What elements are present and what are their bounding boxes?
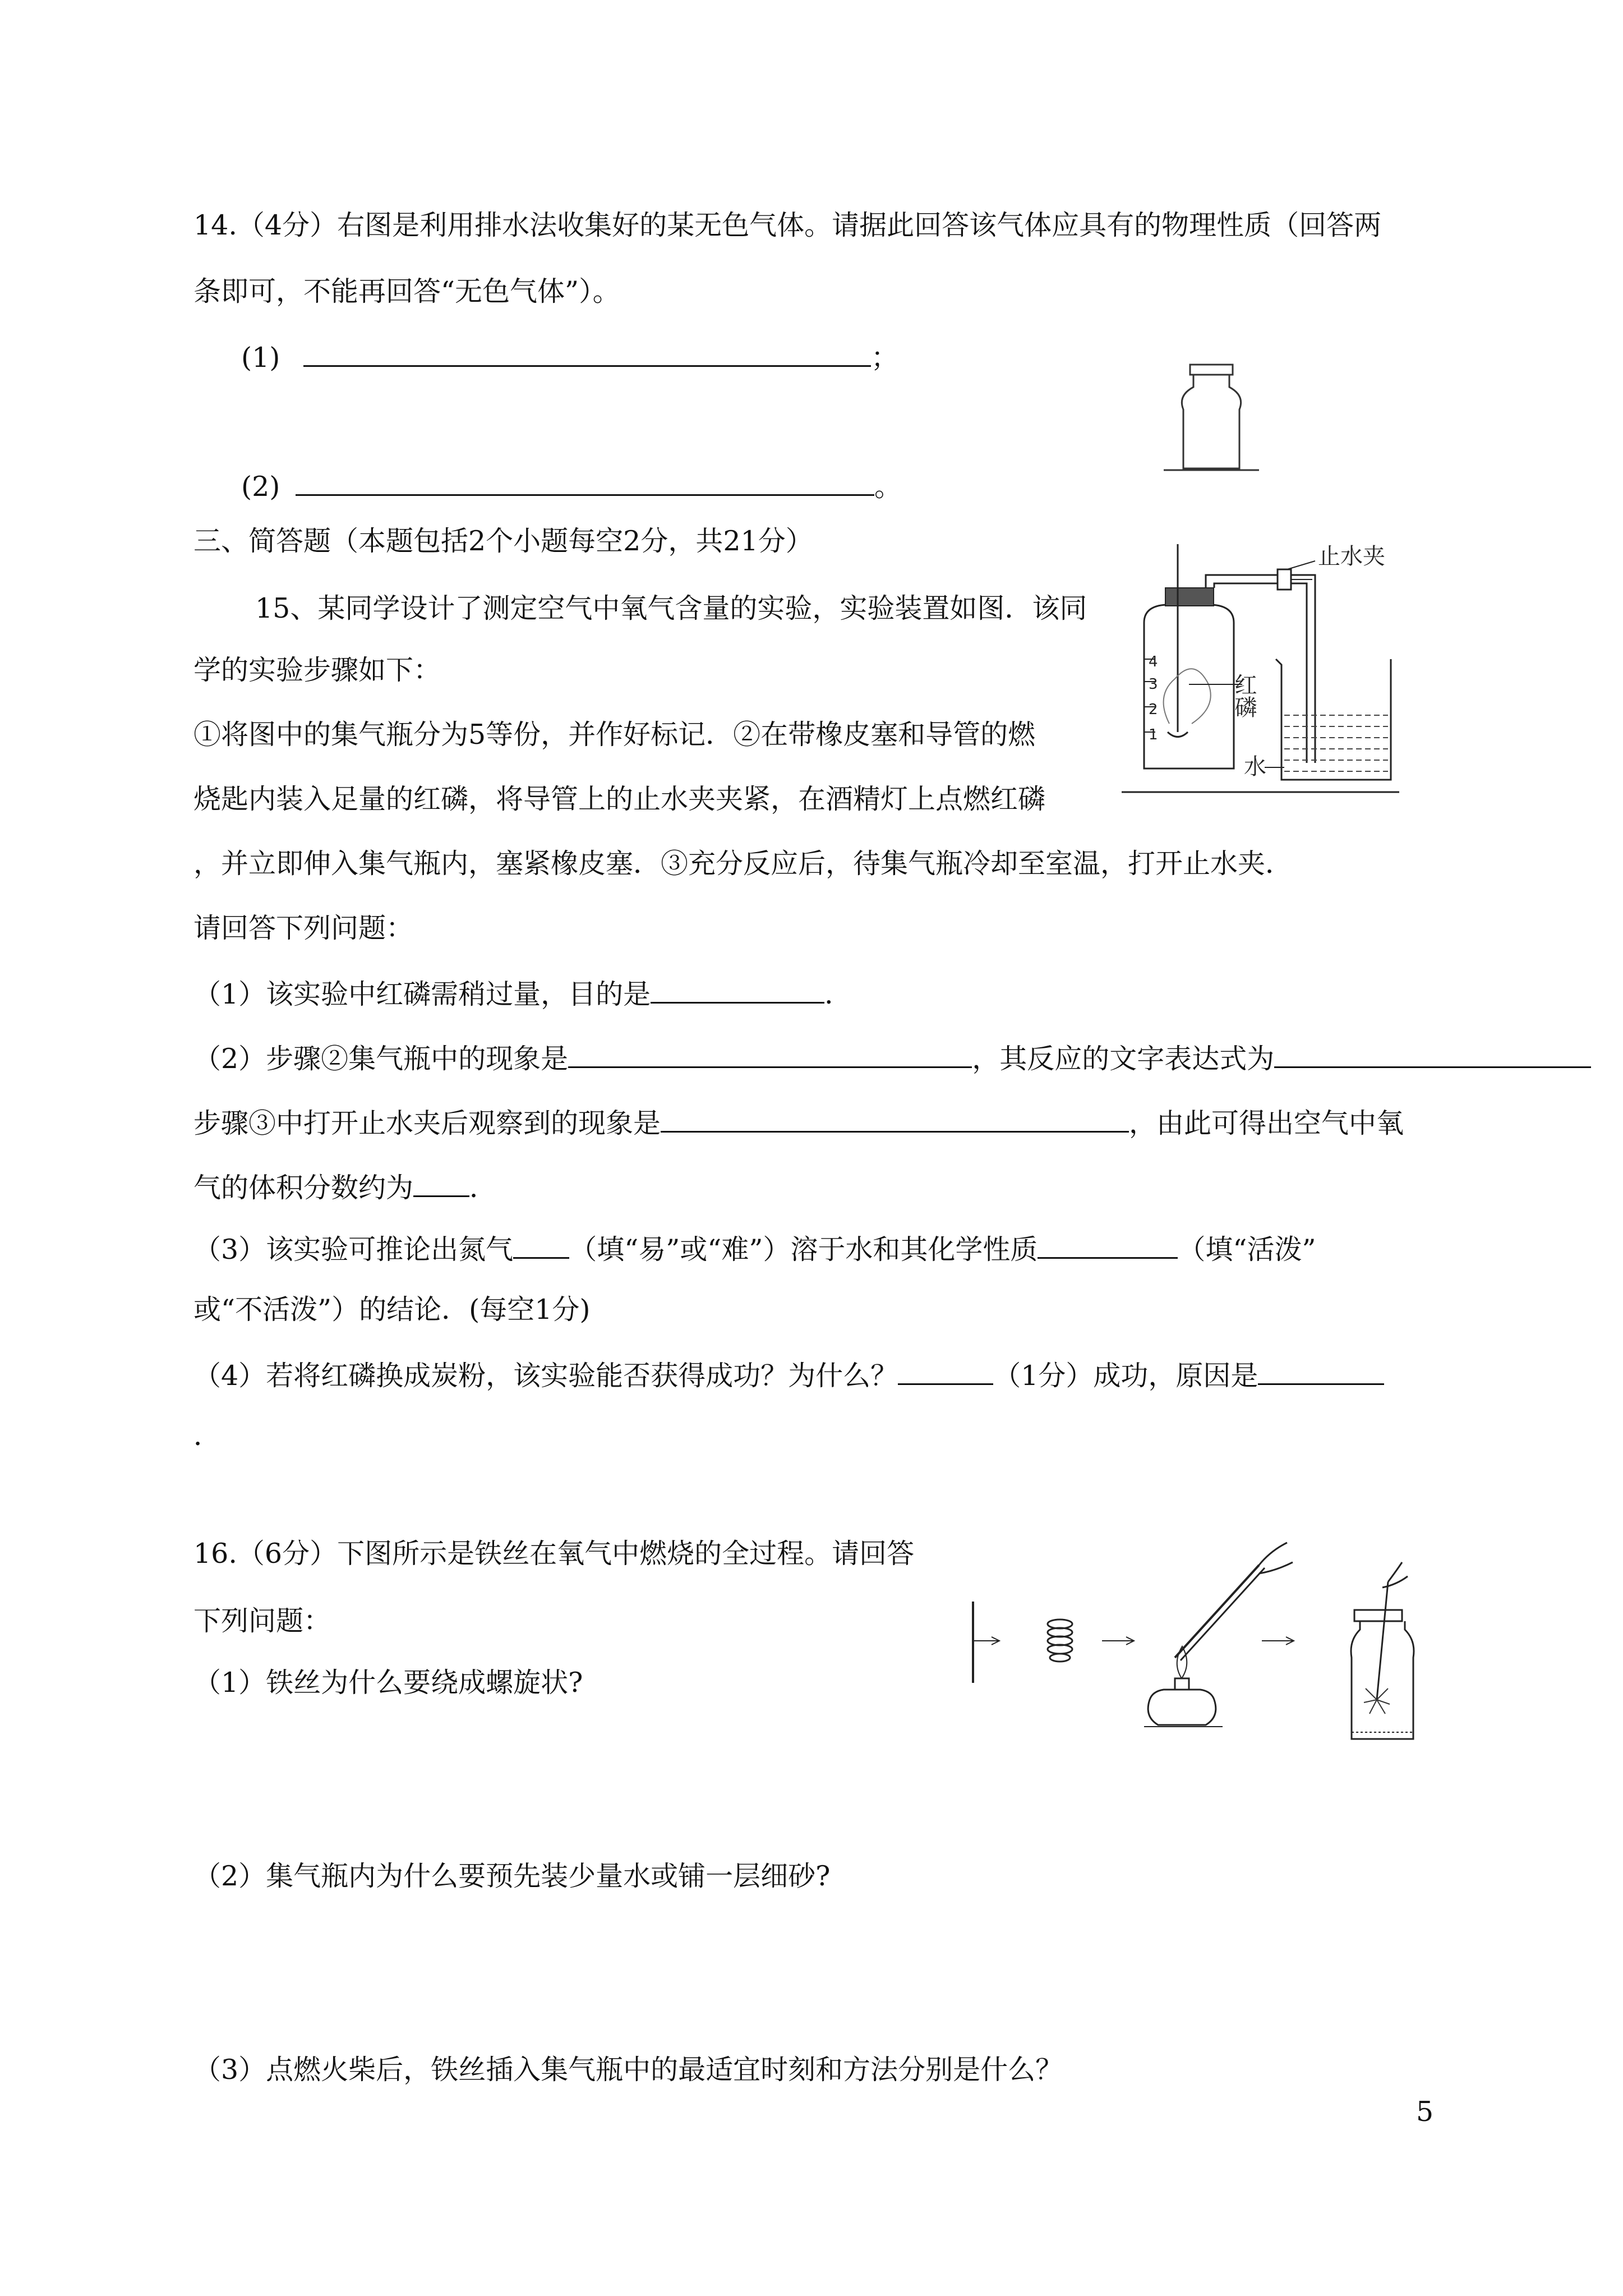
- q15-line-1: 15、某同学设计了测定空气中氧气含量的实验，实验装置如图．该同: [255, 592, 1087, 624]
- q14-line-1: 14.（4分）右图是利用排水法收集好的某无色气体。请据此回答该气体应具有的物理性质（回答两: [193, 209, 1382, 241]
- water-label: 水: [1244, 754, 1266, 780]
- q15-answer-4b-blank[interactable]: [1258, 1358, 1384, 1385]
- q15-part-1: [193, 976, 852, 1011]
- q14-item-2-end: 。: [874, 471, 902, 503]
- oxygen-content-apparatus-figure: [1122, 539, 1402, 802]
- q15-line-4: 烧匙内装入足量的红磷，将导管上的止水夹夹紧，在酒精灯上点燃红磷: [193, 783, 1046, 815]
- q14-item-2-label: (2): [241, 471, 280, 503]
- q15-part-2-text-a: （2）步骤②集气瓶中的现象是: [193, 1043, 569, 1075]
- q15-part-2-text-c: 步骤③中打开止水夹后观察到的现象是: [193, 1107, 661, 1139]
- q14-item-2: [241, 468, 902, 504]
- q15-part-3-cont: 或“不活泼”）的结论．(每空1分): [193, 1294, 591, 1326]
- q14-item-1-label: (1): [241, 342, 280, 374]
- q15-answer-2d-blank[interactable]: [413, 1170, 469, 1197]
- q15-part-3: [193, 1231, 1316, 1267]
- q14-answer-1-blank[interactable]: [303, 339, 871, 367]
- coil-icon: [1048, 1619, 1072, 1662]
- iron-wire-combustion-figure: [965, 1531, 1469, 1756]
- q15-part-2-cont2: [193, 1170, 497, 1205]
- q15-part-3-text-a: （3）该实验可推论出氮气: [193, 1234, 514, 1266]
- q15-answer-1-blank[interactable]: [651, 976, 824, 1004]
- q15-answer-4a-blank[interactable]: [898, 1358, 993, 1385]
- phosphorus-label: 红磷: [1231, 673, 1257, 718]
- q16-line-1: 16.（6分）下图所示是铁丝在氧气中燃烧的全过程。请回答: [193, 1538, 915, 1570]
- q15-part-3-text-b: （填“易”或“难”）溶于水和其化学性质: [569, 1234, 1038, 1266]
- clamp-label: 止水夹: [1318, 544, 1385, 569]
- q15-part-1-end: ．: [824, 978, 852, 1010]
- q15-answer-3b-blank[interactable]: [1038, 1231, 1178, 1259]
- q15-part-2-cont: [193, 1105, 1404, 1140]
- q15-part-4: [193, 1358, 1384, 1393]
- q14-line-2: 条即可，不能再回答“无色气体”）。: [193, 275, 620, 307]
- q15-line-5: ，并立即伸入集气瓶内，塞紧橡皮塞．③充分反应后，待集气瓶冷却至室温，打开止水夹．: [193, 848, 1293, 880]
- q15-part-2-text-f: ．: [469, 1172, 497, 1204]
- q15-line-6: 请回答下列问题：: [193, 912, 414, 944]
- q15-part-2-text-e: 气的体积分数约为: [193, 1172, 414, 1204]
- q15-answer-2b-blank[interactable]: [1274, 1041, 1591, 1068]
- q15-part-1-text: （1）该实验中红磷需稍过量，目的是: [193, 978, 651, 1010]
- mark-3: 3: [1149, 676, 1158, 693]
- q16-part-2: （2）集气瓶内为什么要预先装少量水或铺一层细砂?: [193, 1860, 831, 1892]
- q15-line-3: ①将图中的集气瓶分为5等份，并作好标记．②在带橡皮塞和导管的燃: [193, 719, 1036, 751]
- q15-part-4-text-b: （1分）成功，原因是: [993, 1360, 1258, 1392]
- q15-part-2-text-d: ，由此可得出空气中氧: [1129, 1107, 1404, 1139]
- q14-item-1-end: ；: [871, 342, 899, 374]
- q15-part-2-text-b: ，其反应的文字表达式为: [972, 1043, 1275, 1075]
- q16-line-2: 下列问题：: [193, 1605, 331, 1637]
- mark-1: 1: [1149, 726, 1158, 743]
- q16-part-1: （1）铁丝为什么要绕成螺旋状?: [193, 1667, 583, 1699]
- section-3-heading: 三、简答题（本题包括2个小题每空2分，共21分）: [193, 525, 813, 557]
- q15-answer-3a-blank[interactable]: [513, 1231, 569, 1259]
- q15-answer-2a-blank[interactable]: [568, 1041, 972, 1068]
- gas-bottle-figure: [1161, 353, 1262, 477]
- q14-item-1: [241, 339, 898, 375]
- q15-line-2: 学的实验步骤如下：: [193, 654, 441, 686]
- q15-part-3-text-c: （填“活泼”: [1178, 1234, 1316, 1266]
- mark-2: 2: [1149, 701, 1158, 718]
- q15-answer-2c-blank[interactable]: [661, 1105, 1129, 1133]
- q15-part-4-end: ．: [193, 1420, 222, 1452]
- page-number: 5: [1416, 2096, 1434, 2128]
- q15-part-4-text-a: （4）若将红磷换成炭粉，该实验能否获得成功？为什么？: [193, 1360, 898, 1392]
- q15-part-2: [193, 1041, 1591, 1076]
- q16-part-3: （3）点燃火柴后，铁丝插入集气瓶中的最适宜时刻和方法分别是什么？: [193, 2054, 1063, 2086]
- mark-4: 4: [1149, 654, 1158, 670]
- q14-answer-2-blank[interactable]: [296, 468, 874, 496]
